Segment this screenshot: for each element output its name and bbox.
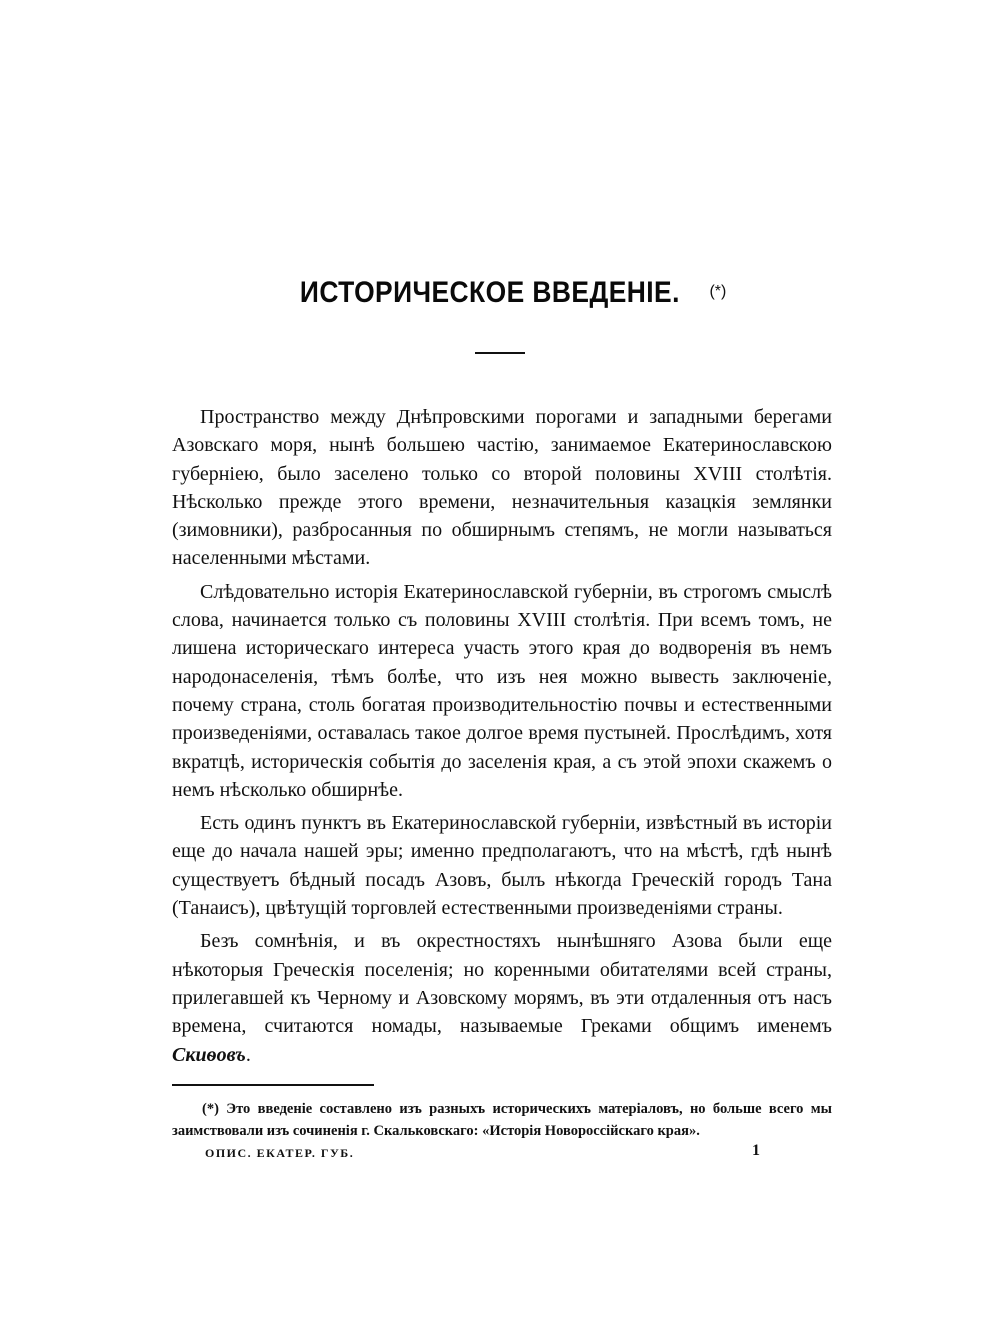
page-title: ИСТОРИЧЕСКОЕ ВВЕДЕНIЕ.: [299, 276, 680, 309]
paragraph-4-end: .: [245, 1043, 251, 1066]
paragraph-2: Слѣдовательно исторія Екатеринославской губерніи, въ строгомъ смыслѣ слова, начинается только съ половины XVIII столѣтія. При всемъ томъ, не лишена историческаго интереса участь этого края до водворенія въ немъ народонаселенія, тѣмъ болѣе, что изъ нея можно вывесть заключеніе, почему страна, столь богатая производительностію почвы и естественными произведеніями, оставалась такое долгое время пустыней. Прослѣдимъ, хотя вкратцѣ, историческія событія до заселенія края, а съ этой эпохи скажемъ о немъ нѣсколько обширнѣе.: [172, 580, 832, 801]
footnote-divider: [172, 1084, 374, 1086]
paragraph-4: [172, 927, 832, 1068]
footnote: (*) Это введеніе составлено изъ разныхъ историческихъ матеріаловъ, но больше всего мы заимствовали изъ сочиненія г. Скальковскаго: «Исторія Новороссійскаго края».: [172, 1101, 832, 1139]
paragraph-4-text: Безъ сомнѣнія, и въ окрестностяхъ нынѣшняго Азова были еще нѣкоторыя Греческія поселенія; но коренными обитателями всей страны, прилегавшей къ Черному и Азовскому морямъ, въ эти отдаленныя отъ насъ времена, считаются номады, называемые Греками общимъ именемъ: [172, 930, 832, 1038]
title-divider: [475, 352, 525, 354]
page-number: 1: [752, 1142, 760, 1159]
emphasized-term: Скиѳовъ: [172, 1043, 246, 1066]
printer-signature: ОПИС. ЕКАТЕР. ГУБ.: [205, 1146, 355, 1160]
title-footnote-marker: (*): [709, 282, 727, 300]
paragraph-1: Пространство между Днѣпровскими порогами и западными берегами Азовскаго моря, нынѣ большею частію, занимаемое Екатеринославскою губерніею, было заселено только со второй половины XVIII столѣтія. Нѣсколько прежде этого времени, незначительныя казацкія землянки (зимовники), разбросанныя по обширнымъ степямъ, не могли называться населенными мѣстами.: [172, 406, 832, 570]
body-text: [172, 403, 832, 1074]
title-block: [0, 276, 1000, 310]
paragraph-3: Есть одинъ пунктъ въ Екатеринославской губерніи, извѣстный въ исторіи еще до начала нашей эры; именно предполагаютъ, что на мѣстѣ, гдѣ нынѣ существуетъ бѣдный посадъ Азовъ, былъ нѣкогда Греческій городъ Тана (Танаисъ), цвѣтущій торговлей естественными произведеніями страны.: [172, 812, 832, 920]
